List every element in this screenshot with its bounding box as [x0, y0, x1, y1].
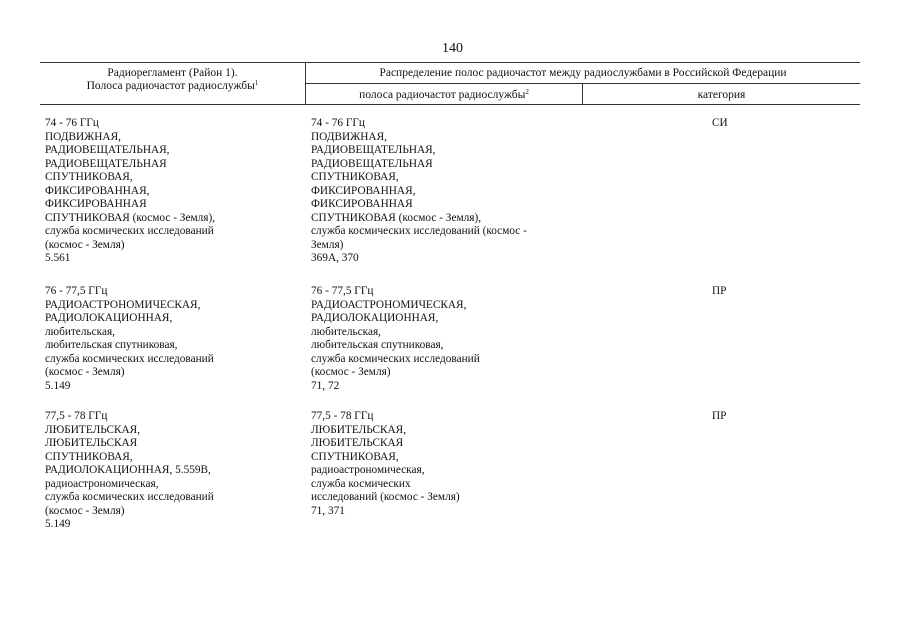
- rr-cell-line: ЛЮБИТЕЛЬСКАЯ: [45, 437, 138, 449]
- rf-cell-line: 77,5 - 78 ГГц: [311, 410, 374, 422]
- rr-cell-line: СПУТНИКОВАЯ,: [45, 171, 133, 183]
- rr-cell: [45, 117, 215, 266]
- rr-cell-line: 77,5 - 78 ГГц: [45, 410, 108, 422]
- rf-cell-line: ЛЮБИТЕЛЬСКАЯ: [311, 437, 404, 449]
- rr-cell-line: РАДИОВЕЩАТЕЛЬНАЯ,: [45, 144, 170, 156]
- rf-cell-line: ФИКСИРОВАННАЯ,: [311, 184, 416, 197]
- rf-cell-line: любительская спутниковая,: [311, 339, 444, 351]
- rf-cell-line: исследований (космос - Земля): [311, 491, 460, 503]
- rf-cell-line: РАДИОЛОКАЦИОННАЯ,: [311, 312, 439, 324]
- rr-cell-line: 74 - 76 ГГц: [45, 117, 99, 129]
- header-rr-line2: Полоса радиочастот радиослужбы: [86, 80, 255, 92]
- header-rr-title: [40, 67, 305, 93]
- header-rf-title: Распределение полос радиочастот между радиослужбами в Российской Федерации: [379, 67, 787, 79]
- rr-cell-line: РАДИОВЕЩАТЕЛЬНАЯ: [45, 157, 167, 170]
- category-cell: ПР: [712, 285, 727, 297]
- rf-cell-line: Земля): [311, 238, 344, 251]
- rf-cell-line: служба космических исследований: [311, 352, 480, 365]
- rr-cell-line: 5.149: [45, 518, 71, 530]
- rf-cell-line: СПУТНИКОВАЯ,: [311, 171, 399, 183]
- rr-cell-line: служба космических исследований: [45, 352, 214, 365]
- header-mid-rule: [306, 83, 860, 84]
- rf-cell-line: (космос - Земля): [311, 366, 391, 378]
- rf-cell: [311, 117, 527, 266]
- rf-cell-line: ПОДВИЖНАЯ,: [311, 130, 387, 143]
- rr-cell-line: любительская,: [45, 325, 115, 338]
- rr-cell-line: РАДИОЛОКАЦИОННАЯ, 5.559В,: [45, 464, 211, 476]
- rr-cell-line: ПОДВИЖНАЯ,: [45, 130, 121, 143]
- rr-cell-line: ЛЮБИТЕЛЬСКАЯ,: [45, 423, 141, 436]
- rr-cell-line: РАДИОАСТРОНОМИЧЕСКАЯ,: [45, 298, 201, 311]
- header-bottom-rule: [40, 104, 860, 105]
- rr-cell-line: 5.149: [45, 379, 71, 392]
- rf-cell-line: 71, 371: [311, 504, 345, 517]
- rr-cell-line: служба космических исследований: [45, 225, 214, 237]
- rf-cell-line: РАДИОАСТРОНОМИЧЕСКАЯ,: [311, 298, 467, 311]
- rf-cell: [311, 410, 460, 518]
- rr-cell: [45, 285, 214, 393]
- rr-cell-line: СПУТНИКОВАЯ,: [45, 450, 133, 463]
- page-number: 140: [442, 41, 463, 56]
- rf-cell-line: любительская,: [311, 325, 381, 338]
- rf-cell-line: служба космических исследований (космос -: [311, 225, 527, 237]
- header-rf-band-label: полоса радиочастот радиослужбы: [359, 89, 526, 101]
- rf-cell-line: ФИКСИРОВАННАЯ: [311, 198, 413, 210]
- rf-cell-line: служба космических: [311, 477, 411, 490]
- header-rr-line1: Радиорегламент (Район 1).: [107, 67, 238, 79]
- rf-cell: [311, 285, 480, 393]
- rr-cell-line: (космос - Земля): [45, 366, 125, 378]
- rf-cell-line: 74 - 76 ГГц: [311, 117, 365, 129]
- rr-cell-line: служба космических исследований: [45, 491, 214, 503]
- rf-cell-line: СПУТНИКОВАЯ,: [311, 450, 399, 463]
- header-top-rule: [40, 62, 860, 63]
- rr-cell-line: 5.561: [45, 252, 71, 264]
- rf-cell-line: 76 - 77,5 ГГц: [311, 285, 374, 297]
- rr-cell-line: ФИКСИРОВАННАЯ,: [45, 184, 150, 197]
- rr-cell-line: СПУТНИКОВАЯ (космос - Земля),: [45, 211, 216, 224]
- rf-cell-line: РАДИОВЕЩАТЕЛЬНАЯ,: [311, 144, 436, 156]
- rr-cell-line: (космос - Земля): [45, 504, 125, 517]
- rr-cell-line: РАДИОЛОКАЦИОННАЯ,: [45, 312, 173, 324]
- rr-cell: [45, 410, 214, 532]
- rf-cell-line: РАДИОВЕЩАТЕЛЬНАЯ: [311, 157, 433, 170]
- rf-cell-line: ЛЮБИТЕЛЬСКАЯ,: [311, 423, 407, 436]
- rr-cell-line: 76 - 77,5 ГГц: [45, 285, 108, 297]
- rf-cell-line: 71, 72: [311, 379, 340, 392]
- rr-cell-line: (космос - Земля): [45, 238, 125, 251]
- header-rf-band: [306, 89, 582, 102]
- rr-cell-line: ФИКСИРОВАННАЯ: [45, 198, 147, 210]
- rr-cell-line: радиоастрономическая,: [45, 477, 159, 490]
- category-cell: СИ: [712, 117, 728, 129]
- rf-cell-line: радиоастрономическая,: [311, 464, 425, 476]
- header-category: категория: [697, 89, 746, 101]
- rf-cell-line: 369А, 370: [311, 252, 359, 264]
- footnote-2: 2: [525, 88, 529, 96]
- rr-cell-line: любительская спутниковая,: [45, 339, 178, 351]
- category-cell: ПР: [712, 410, 727, 422]
- footnote-1: 1: [254, 79, 259, 87]
- rf-cell-line: СПУТНИКОВАЯ (космос - Земля),: [311, 211, 482, 224]
